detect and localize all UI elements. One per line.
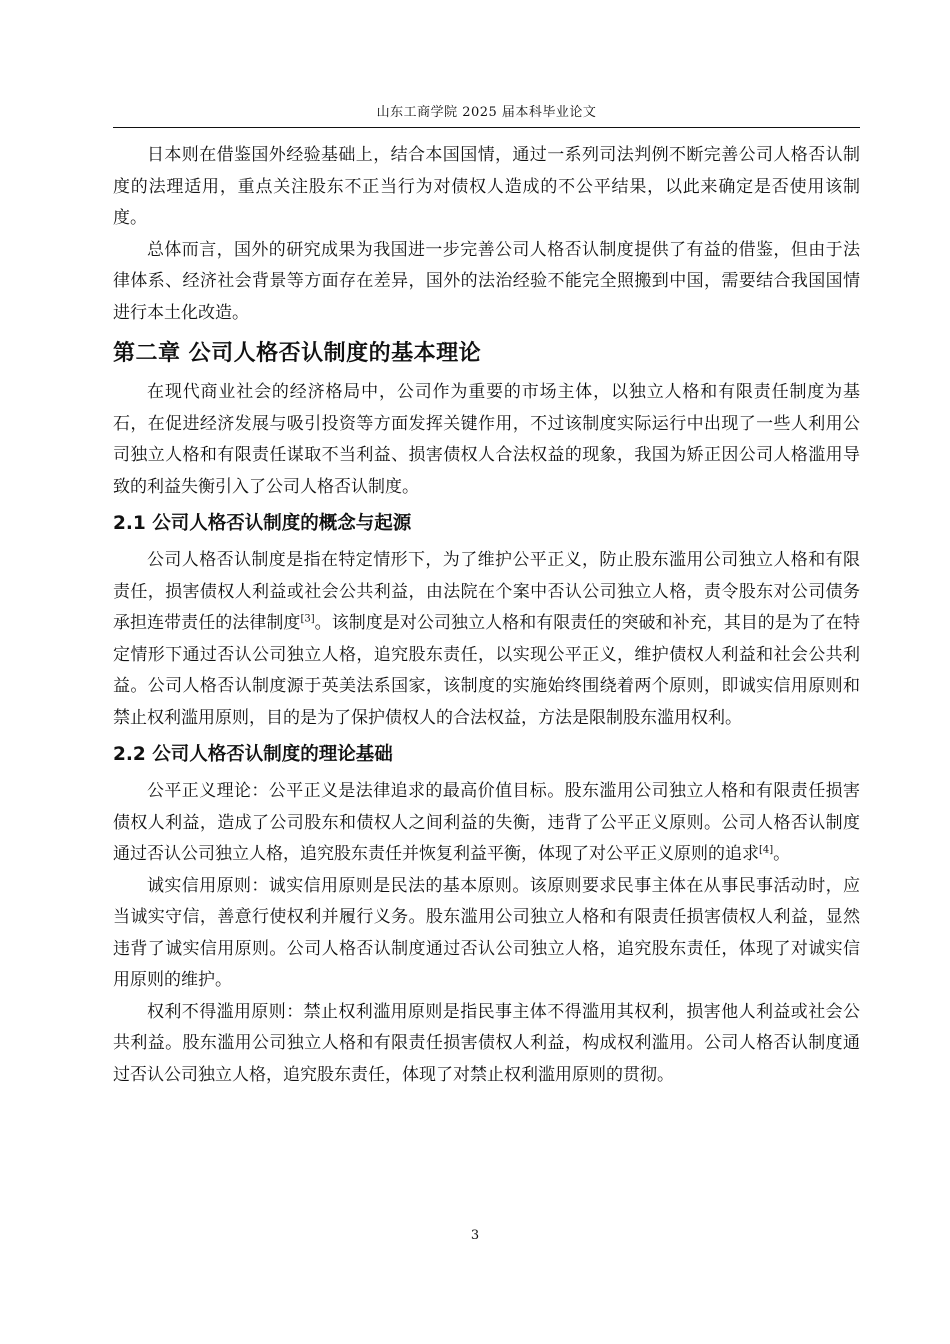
citation-4: [4]: [759, 844, 774, 856]
header-rule: [113, 127, 860, 128]
paragraph-abuse-of-rights: 权利不得滥用原则：禁止权利滥用原则是指民事主体不得滥用其权利，损害他人利益或社会公共利益。股东滥用公司独立人格和有限责任损害债权人利益，构成权利滥用。公司人格否认制度通过否认公司独立人格，追究股东责任，体现了对禁止权利滥用原则的贯彻。: [113, 1001, 860, 1085]
paragraph-text: 。该制度是对公司独立人格和有限责任的突破和补充，其目的是为了在特定情形下通过否认公司独立人格，追究股东责任，以实现公平正义，维护债权人利益和社会公共利益。公司人格否认制度源于英美法系国家，该制度的实施始终围绕着两个原则，即诚实信用原则和禁止权利滥用原则，目的是为了保护债权人的合法权益，方法是限制股东滥用权利。: [113, 613, 860, 728]
page-body: [113, 140, 860, 1091]
citation-3: [3]: [300, 613, 315, 625]
page-number: 3: [470, 1228, 480, 1243]
paragraph-text: 。: [773, 844, 791, 864]
paragraph-fairness-theory: [113, 776, 860, 871]
chapter-2-heading: 第二章 公司人格否认制度的基本理论: [113, 341, 482, 366]
paragraph-good-faith: 诚实信用原则：诚实信用原则是民法的基本原则。该原则要求民事主体在从事民事活动时，应当诚实守信，善意行使权利并履行义务。股东滥用公司独立人格和有限责任损害债权人利益，显然违背了诚实信用原则。公司人格否认制度通过否认公司独立人格，追究股东责任，体现了对诚实信用原则的维护。: [113, 875, 860, 990]
section-2-2-heading: 2.2 公司人格否认制度的理论基础: [113, 744, 393, 765]
paragraph-japan-experience: 日本则在借鉴国外经验基础上，结合本国国情，通过一系列司法判例不断完善公司人格否认制度的法理适用，重点关注股东不正当行为对债权人造成的不公平结果，以此来确定是否使用该制度。: [113, 145, 860, 228]
paragraph-overall-summary: 总体而言，国外的研究成果为我国进一步完善公司人格否认制度提供了有益的借鉴，但由于法律体系、经济社会背景等方面存在差异，国外的法治经验不能完全照搬到中国，需要结合我国国情进行本土化改造。: [113, 239, 860, 323]
running-header: 山东工商学院 2025 届本科毕业论文: [376, 105, 597, 120]
paragraph-concept-origin: [113, 545, 860, 734]
paragraph-chapter-intro: 在现代商业社会的经济格局中，公司作为重要的市场主体，以独立人格和有限责任制度为基石，在促进经济发展与吸引投资等方面发挥关键作用，不过该制度实际运行中出现了一些人利用公司独立人格和有限责任谋取不当利益、损害债权人合法权益的现象，我国为矫正因公司人格滥用导致的利益失衡引入了公司人格否认制度。: [113, 382, 860, 497]
paragraph-text: 公司人格否认制度是指在特定情形下，为了维护公平正义，防止股东滥用公司独立人格和有限责任，损害债权人利益或社会公共利益，由法院在个案中否认公司独立人格，责令股东对公司债务承担连带责任的法律制度: [113, 550, 860, 633]
paragraph-text: 公平正义理论：公平正义是法律追求的最高价值目标。股东滥用公司独立人格和有限责任损害债权人利益，造成了公司股东和债权人之间利益的失衡，违背了公平正义原则。公司人格否认制度通过否认公司独立人格，追究股东责任并恢复利益平衡，体现了对公平正义原则的追求: [113, 781, 860, 864]
section-2-1-heading: 2.1 公司人格否认制度的概念与起源: [113, 513, 412, 534]
